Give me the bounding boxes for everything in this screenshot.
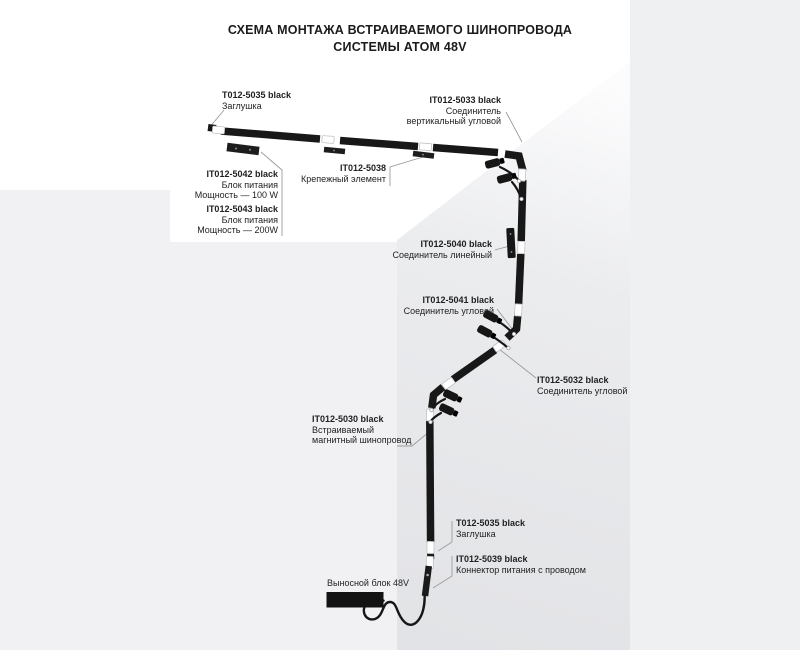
label-corner-vertical [407, 95, 501, 127]
part-code: IT012-5040 black [420, 239, 492, 249]
title-line-1: СХЕМА МОНТАЖА ВСТРАИВАЕМОГО ШИНОПРОВОДА [227, 23, 573, 37]
part-code: IT012-5032 black [537, 375, 609, 385]
part-desc: вертикальный угловой [406, 116, 501, 126]
label-track [312, 414, 411, 446]
part-desc: Крепежный элемент [301, 173, 386, 184]
part-code: IT012-5043 black [206, 204, 278, 214]
part-desc: Соединитель линейный [392, 249, 492, 260]
label-corner-connector-2 [537, 375, 627, 396]
title-line-2: СИСТЕМЫ ATOM 48V [333, 40, 467, 54]
part-code: T012-5035 black [456, 518, 526, 528]
part-desc: Мощность — 200W [197, 225, 278, 235]
part-desc: Выносной блок 48V [327, 578, 410, 588]
label-linear-connector [392, 239, 492, 260]
linear-connector-part [506, 228, 516, 258]
part-desc: Соединитель угловой [403, 305, 494, 316]
part-desc: Соединитель [445, 105, 501, 116]
part-desc: Заглушка [222, 100, 262, 111]
page-title [0, 22, 800, 56]
part-desc: Заглушка [456, 528, 496, 539]
label-external-psu [327, 578, 409, 589]
part-desc: Блок питания [221, 214, 278, 225]
part-code: IT012-5039 black [456, 554, 528, 564]
part-desc: Мощность — 100 W [194, 190, 278, 200]
label-power-connector [456, 554, 586, 575]
background-right-panel [630, 0, 800, 650]
label-corner-connector-1 [404, 295, 494, 316]
part-desc: Коннектор питания с проводом [456, 564, 586, 575]
part-code: IT012-5041 black [422, 295, 494, 305]
part-code: IT012-5030 black [312, 414, 384, 424]
label-cap-top [222, 90, 291, 111]
external-psu-block [327, 592, 384, 608]
part-desc: Соединитель угловой [537, 385, 628, 396]
power-connector [425, 566, 429, 596]
label-mount-element [301, 163, 386, 184]
part-desc: Встраиваемый [312, 424, 375, 435]
part-desc: магнитный шинопровод [312, 435, 412, 445]
part-code: IT012-5033 black [429, 95, 501, 105]
part-desc: Блок питания [221, 179, 278, 190]
part-code: T012-5035 black [222, 90, 292, 100]
part-code: IT012-5038 [339, 163, 386, 173]
label-psu-100 [195, 169, 278, 201]
label-cap-bottom [456, 518, 525, 539]
part-code: IT012-5042 black [206, 169, 278, 179]
label-psu-200 [197, 204, 278, 236]
